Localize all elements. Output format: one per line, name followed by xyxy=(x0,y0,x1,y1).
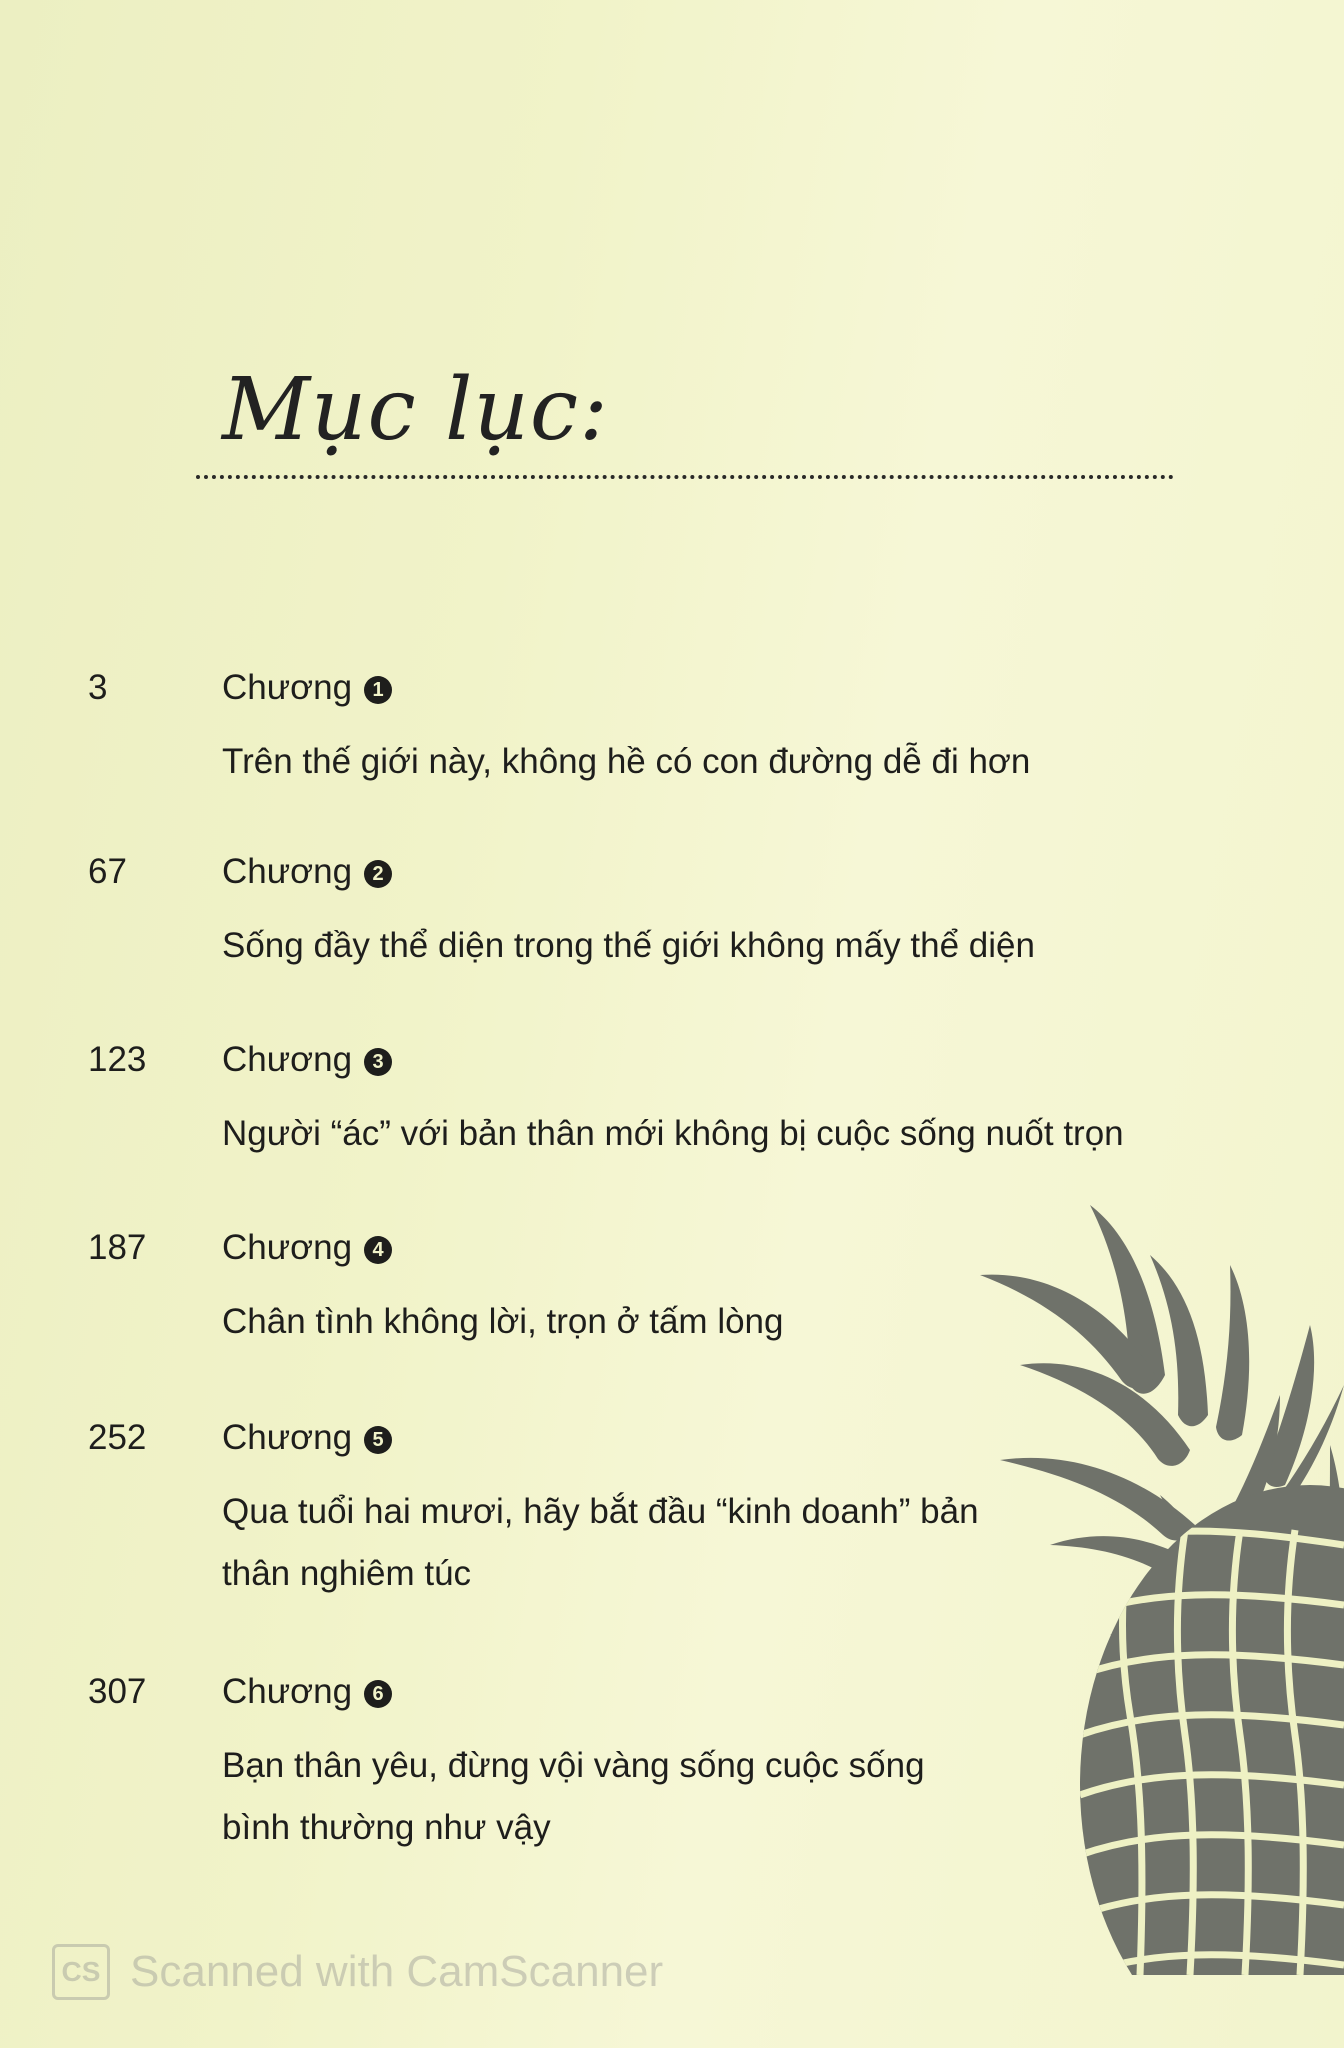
chapter-title: Sống đầy thể diện trong thế giới không mấy thể diện xyxy=(222,926,1035,965)
watermark-text: Scanned with CamScanner xyxy=(130,1947,664,1996)
chapter-label: Chương 4 xyxy=(222,1228,392,1268)
page-number: 67 xyxy=(88,852,127,891)
page-number: 123 xyxy=(88,1040,147,1079)
chapter-number-badge: 6 xyxy=(364,1680,392,1708)
chapter-label: Chương 3 xyxy=(222,1040,392,1080)
chapter-label: Chương 5 xyxy=(222,1418,392,1458)
chapter-title: Trên thế giới này, không hề có con đường dễ đi hơn xyxy=(222,742,1031,781)
chapter-number-badge: 2 xyxy=(364,860,392,888)
page-number: 187 xyxy=(88,1228,147,1267)
chapter-number-badge: 4 xyxy=(364,1236,392,1264)
chapter-title: Qua tuổi hai mươi, hãy bắt đầu “kinh doanh” bản thân nghiêm túc xyxy=(222,1492,979,1593)
page-number: 307 xyxy=(88,1672,147,1711)
chapter-title: Chân tình không lời, trọn ở tấm lòng xyxy=(222,1302,784,1341)
camscanner-watermark xyxy=(52,1940,663,2004)
chapter-label: Chương 6 xyxy=(222,1672,392,1712)
chapter-label: Chương 2 xyxy=(222,852,392,892)
chapter-title: Người “ác” với bản thân mới không bị cuộc sống nuốt trọn xyxy=(222,1114,1124,1153)
chapter-number-badge: 5 xyxy=(364,1426,392,1454)
dotted-divider xyxy=(196,475,1174,479)
pineapple-icon xyxy=(980,1195,1344,1975)
page-number: 252 xyxy=(88,1418,147,1457)
chapter-label: Chương 1 xyxy=(222,668,392,708)
page-number: 3 xyxy=(88,668,108,707)
chapter-number-badge: 3 xyxy=(364,1048,392,1076)
chapter-title: Bạn thân yêu, đừng vội vàng sống cuộc sống bình thường như vậy xyxy=(222,1746,925,1847)
toc-heading: Mục lục: xyxy=(222,360,609,460)
camscanner-logo-icon: CS xyxy=(52,1944,110,2000)
chapter-number-badge: 1 xyxy=(364,676,392,704)
